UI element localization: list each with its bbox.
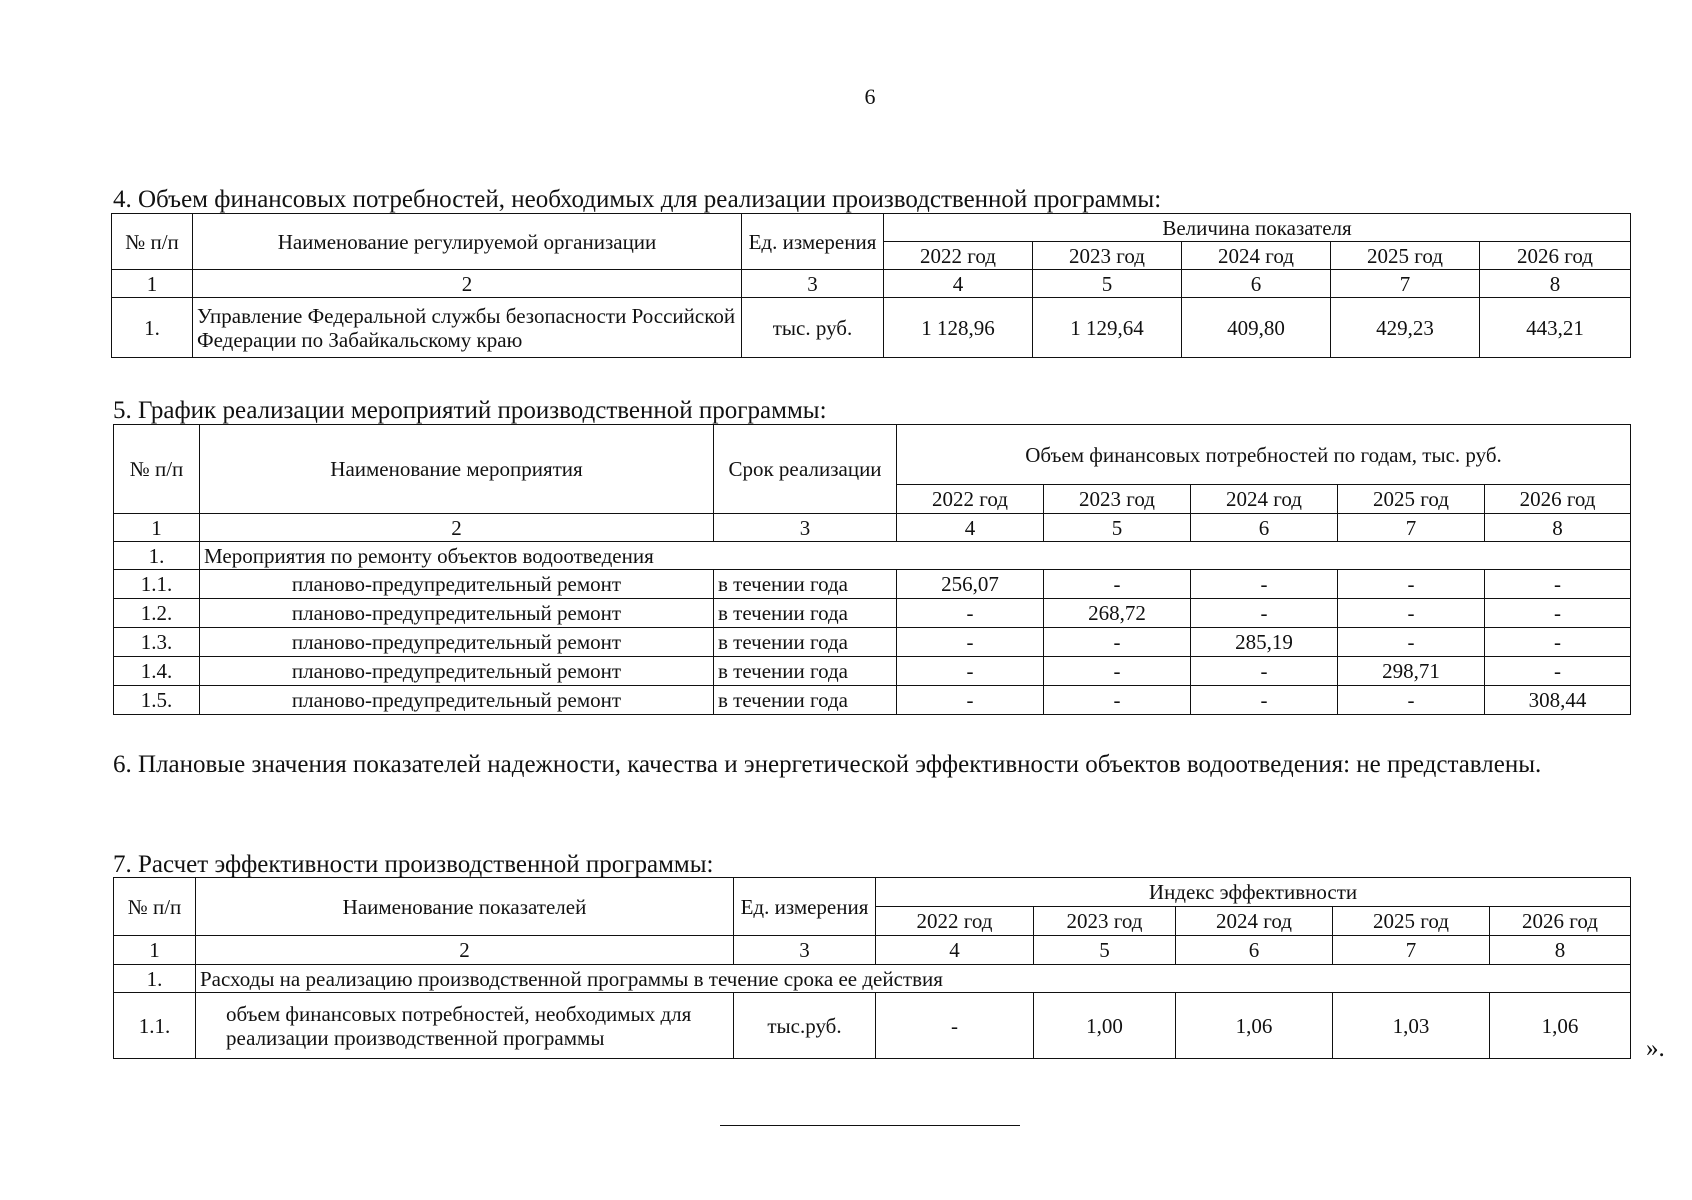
column-number: 4 bbox=[876, 936, 1034, 965]
column-number: 1 bbox=[114, 514, 200, 542]
header-name: Наименование показателей bbox=[196, 878, 734, 936]
value-cell: 1 129,64 bbox=[1033, 298, 1182, 358]
column-number: 4 bbox=[897, 514, 1044, 542]
value-cell: - bbox=[897, 657, 1044, 686]
header-year: 2026 год bbox=[1480, 242, 1631, 270]
row-num: 1.2. bbox=[114, 599, 200, 628]
column-number: 6 bbox=[1182, 270, 1331, 298]
header-year: 2022 год bbox=[884, 242, 1033, 270]
activity-name: планово-предупредительный ремонт bbox=[200, 686, 714, 715]
value-cell: - bbox=[1191, 570, 1338, 599]
row-num: 1.4. bbox=[114, 657, 200, 686]
header-year: 2026 год bbox=[1485, 485, 1631, 514]
column-number: 2 bbox=[196, 936, 734, 965]
column-number: 2 bbox=[193, 270, 742, 298]
value-cell: 285,19 bbox=[1191, 628, 1338, 657]
header-group: Величина показателя bbox=[884, 214, 1631, 242]
column-number: 6 bbox=[1176, 936, 1333, 965]
header-num: № п/п bbox=[114, 878, 196, 936]
row-num: 1. bbox=[112, 298, 193, 358]
schedule-table bbox=[113, 424, 1631, 715]
value-cell: - bbox=[1044, 628, 1191, 657]
header-name: Наименование мероприятия bbox=[200, 425, 714, 514]
activity-term: в течении года bbox=[714, 686, 897, 715]
column-number: 8 bbox=[1485, 514, 1631, 542]
column-number: 7 bbox=[1333, 936, 1490, 965]
value-cell: - bbox=[1485, 628, 1631, 657]
header-year: 2026 год bbox=[1490, 907, 1631, 936]
header-term: Срок реализации bbox=[714, 425, 897, 514]
activity-name: планово-предупредительный ремонт bbox=[200, 570, 714, 599]
column-number: 4 bbox=[884, 270, 1033, 298]
value-cell: - bbox=[1044, 686, 1191, 715]
separator-line bbox=[720, 1125, 1020, 1126]
header-group: Объем финансовых потребностей по годам, тыс. руб. bbox=[897, 425, 1631, 485]
column-number: 3 bbox=[734, 936, 876, 965]
column-number: 5 bbox=[1034, 936, 1176, 965]
value-cell: 409,80 bbox=[1182, 298, 1331, 358]
row-num: 1.1. bbox=[114, 993, 196, 1059]
value-cell: - bbox=[1191, 599, 1338, 628]
page-number: 6 bbox=[864, 84, 876, 109]
column-number: 3 bbox=[742, 270, 884, 298]
value-cell: 1 128,96 bbox=[884, 298, 1033, 358]
header-group: Индекс эффективности bbox=[876, 878, 1631, 907]
header-year: 2023 год bbox=[1033, 242, 1182, 270]
value-cell: - bbox=[876, 993, 1034, 1059]
value-cell: 308,44 bbox=[1485, 686, 1631, 715]
activity-name: планово-предупредительный ремонт bbox=[200, 628, 714, 657]
activity-term: в течении года bbox=[714, 599, 897, 628]
value-cell: - bbox=[1485, 657, 1631, 686]
value-cell: - bbox=[897, 628, 1044, 657]
row-num: 1.3. bbox=[114, 628, 200, 657]
column-number: 2 bbox=[200, 514, 714, 542]
value-cell: 443,21 bbox=[1480, 298, 1631, 358]
activity-term: в течении года bbox=[714, 628, 897, 657]
value-cell: 1,06 bbox=[1176, 993, 1333, 1059]
column-number: 6 bbox=[1191, 514, 1338, 542]
section7-heading: 7. Расчет эффективности производственной программы: bbox=[113, 851, 714, 878]
row-num: 1.1. bbox=[114, 570, 200, 599]
header-year: 2024 год bbox=[1176, 907, 1333, 936]
section5-heading: 5. График реализации мероприятий производственной программы: bbox=[113, 397, 827, 424]
header-year: 2024 год bbox=[1191, 485, 1338, 514]
activity-term: в течении года bbox=[714, 570, 897, 599]
header-year: 2023 год bbox=[1044, 485, 1191, 514]
column-number: 8 bbox=[1490, 936, 1631, 965]
value-cell: 429,23 bbox=[1331, 298, 1480, 358]
header-unit: Ед. измерения bbox=[734, 878, 876, 936]
value-cell: - bbox=[1044, 657, 1191, 686]
value-cell: 1,03 bbox=[1333, 993, 1490, 1059]
column-number: 3 bbox=[714, 514, 897, 542]
header-year: 2022 год bbox=[897, 485, 1044, 514]
organization-name: Управление Федеральной службы безопасности Российской Федерации по Забайкальскому краю bbox=[193, 298, 742, 358]
value-cell: - bbox=[1338, 599, 1485, 628]
value-cell: - bbox=[1485, 599, 1631, 628]
column-number: 8 bbox=[1480, 270, 1631, 298]
column-number: 5 bbox=[1044, 514, 1191, 542]
value-cell: - bbox=[1338, 628, 1485, 657]
row-unit: тыс.руб. bbox=[734, 993, 876, 1059]
group-row-name: Расходы на реализацию производственной программы в течение срока ее действия bbox=[196, 965, 1631, 993]
value-cell: - bbox=[1485, 570, 1631, 599]
closing-quote: ». bbox=[1646, 1035, 1665, 1062]
header-year: 2024 год bbox=[1182, 242, 1331, 270]
value-cell: - bbox=[897, 686, 1044, 715]
value-cell: - bbox=[1338, 570, 1485, 599]
column-number: 7 bbox=[1338, 514, 1485, 542]
group-row-num: 1. bbox=[114, 542, 200, 570]
column-number: 7 bbox=[1331, 270, 1480, 298]
header-num: № п/п bbox=[114, 425, 200, 514]
value-cell: - bbox=[1044, 570, 1191, 599]
value-cell: 298,71 bbox=[1338, 657, 1485, 686]
header-num: № п/п bbox=[112, 214, 193, 270]
column-number: 1 bbox=[112, 270, 193, 298]
value-cell: 268,72 bbox=[1044, 599, 1191, 628]
header-name: Наименование регулируемой организации bbox=[193, 214, 742, 270]
value-cell: 256,07 bbox=[897, 570, 1044, 599]
section6-paragraph: 6. Плановые значения показателей надежности, качества и энергетической эффективности объектов водоотведения: не представлены. bbox=[113, 751, 1542, 778]
column-number: 5 bbox=[1033, 270, 1182, 298]
activity-term: в течении года bbox=[714, 657, 897, 686]
row-unit: тыс. руб. bbox=[742, 298, 884, 358]
efficiency-table bbox=[113, 877, 1631, 1059]
group-row-num: 1. bbox=[114, 965, 196, 993]
header-unit: Ед. измерения bbox=[742, 214, 884, 270]
section4-heading: 4. Объем финансовых потребностей, необходимых для реализации производственной программы: bbox=[113, 186, 1162, 213]
value-cell: 1,06 bbox=[1490, 993, 1631, 1059]
value-cell: - bbox=[1338, 686, 1485, 715]
activity-name: планово-предупредительный ремонт bbox=[200, 599, 714, 628]
value-cell: - bbox=[1191, 686, 1338, 715]
header-year: 2025 год bbox=[1333, 907, 1490, 936]
value-cell: - bbox=[1191, 657, 1338, 686]
header-year: 2025 год bbox=[1338, 485, 1485, 514]
header-year: 2025 год bbox=[1331, 242, 1480, 270]
group-row-name: Мероприятия по ремонту объектов водоотведения bbox=[200, 542, 1631, 570]
header-year: 2023 год bbox=[1034, 907, 1176, 936]
indicator-name: объем финансовых потребностей, необходимых для реализации производственной программы bbox=[196, 993, 734, 1059]
value-cell: - bbox=[897, 599, 1044, 628]
financial-needs-table bbox=[111, 213, 1631, 358]
header-year: 2022 год bbox=[876, 907, 1034, 936]
activity-name: планово-предупредительный ремонт bbox=[200, 657, 714, 686]
column-number: 1 bbox=[114, 936, 196, 965]
value-cell: 1,00 bbox=[1034, 993, 1176, 1059]
row-num: 1.5. bbox=[114, 686, 200, 715]
